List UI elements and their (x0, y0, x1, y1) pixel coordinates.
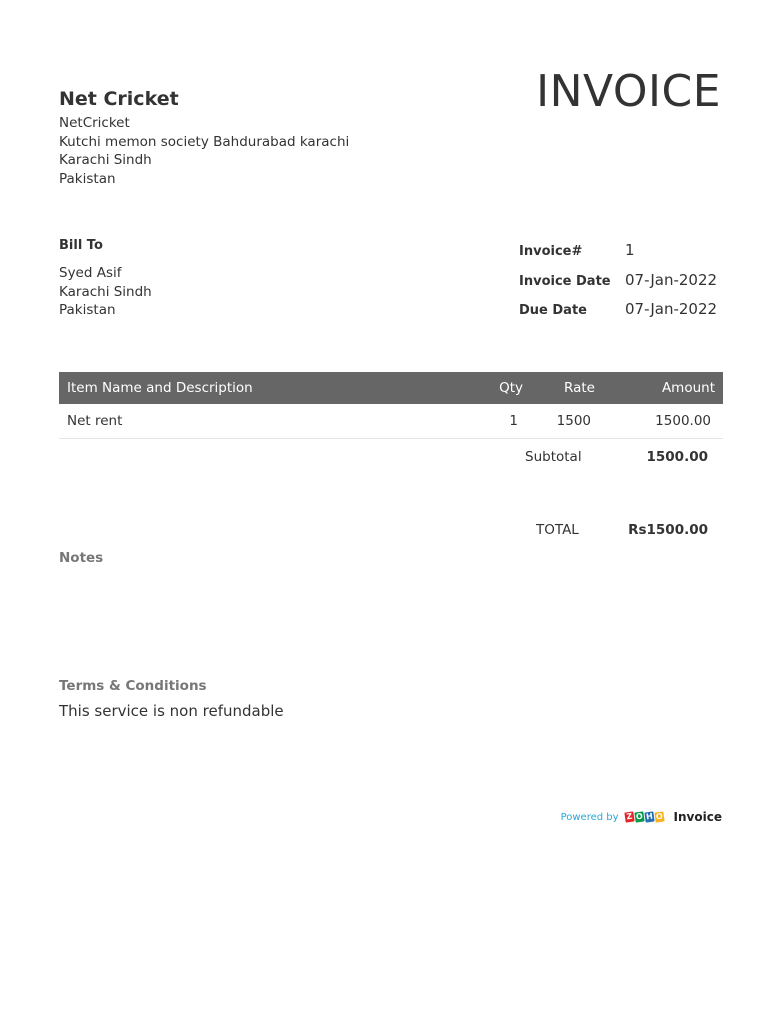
table-row (59, 404, 723, 439)
total-value: Rs1500.00 (628, 522, 708, 538)
header-rate: Rate (564, 380, 595, 396)
invoice-number-row (519, 240, 729, 266)
row-amount: 1500.00 (655, 413, 711, 429)
company-address-line: NetCricket (59, 115, 130, 131)
total-label: TOTAL (536, 522, 579, 538)
invoice-number-value: 1 (625, 241, 635, 259)
bill-to-address (59, 264, 152, 320)
bill-to-line: Syed Asif (59, 265, 122, 281)
bill-to-line: Karachi Sindh (59, 283, 152, 300)
bill-to-line: Pakistan (59, 302, 116, 319)
header-amount: Amount (661, 380, 715, 396)
due-date-label: Due Date (519, 303, 587, 318)
invoice-date-row (519, 270, 729, 296)
notes-label: Notes (59, 550, 104, 566)
terms-label: Terms & Conditions (59, 678, 207, 694)
row-rate: 1500 (556, 413, 591, 429)
zoho-letter: H (645, 811, 653, 822)
header-item: Item Name and Description (67, 380, 253, 396)
zoho-logo-icon (625, 812, 664, 822)
company-address (59, 114, 349, 188)
powered-by-zoho[interactable] (561, 810, 722, 824)
row-item: Net rent (67, 413, 123, 429)
zoho-product-name: Invoice (673, 810, 722, 824)
invoice-date-value: 07-Jan-2022 (625, 271, 718, 289)
zoho-letter: O (634, 811, 643, 822)
due-date-value: 07-Jan-2022 (625, 300, 718, 318)
company-address-line: Karachi Sindh (59, 152, 152, 169)
subtotal-value: 1500.00 (646, 449, 708, 465)
bill-to-label: Bill To (59, 238, 103, 253)
header-qty: Qty (499, 380, 523, 396)
zoho-letter: O (654, 811, 663, 822)
due-date-row (519, 299, 729, 325)
zoho-letter: Z (625, 811, 633, 822)
terms-text: This service is non refundable (59, 702, 284, 720)
powered-by-text: Powered by (560, 811, 619, 823)
items-table-header (59, 372, 723, 404)
invoice-number-label: Invoice# (519, 244, 583, 259)
invoice-title: INVOICE (536, 66, 721, 117)
subtotal-label: Subtotal (525, 449, 582, 465)
items-table (59, 372, 723, 439)
company-address-line: Pakistan (59, 170, 116, 187)
invoice-date-label: Invoice Date (519, 274, 611, 289)
company-address-line: Kutchi memon society Bahdurabad karachi (59, 133, 350, 150)
row-qty: 1 (509, 413, 518, 429)
company-name: Net Cricket (59, 88, 179, 110)
